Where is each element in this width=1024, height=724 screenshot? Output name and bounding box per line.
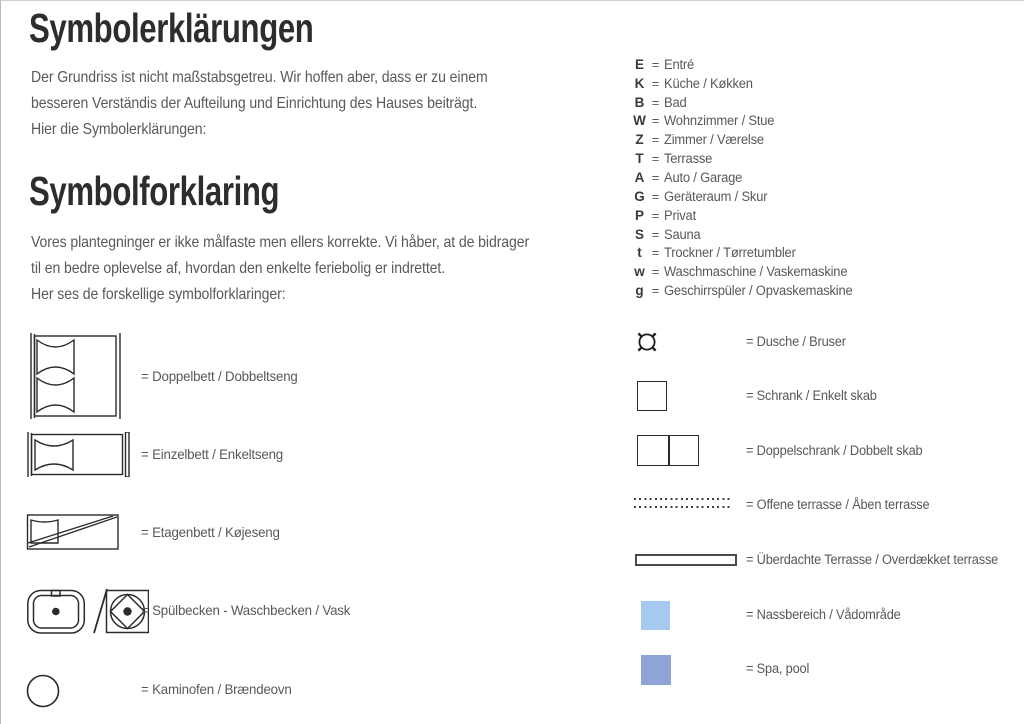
code-letter: G	[634, 188, 645, 204]
code-letter: S	[634, 226, 644, 242]
room-letter-code-list	[632, 55, 860, 300]
danish-intro-line-3: Her ses de forskellige symbolforklaringer:	[31, 286, 286, 303]
equals-sign: =	[651, 94, 660, 110]
code-letter: w	[634, 264, 645, 280]
code-letter: B	[634, 94, 645, 110]
open-terrace-icon	[634, 498, 731, 508]
code-letter: Z	[635, 132, 644, 148]
equals-sign: =	[651, 132, 660, 148]
code-letter: g	[635, 283, 644, 299]
spa-pool-swatch	[641, 655, 671, 685]
german-intro-line-1: Der Grundriss ist nicht maßstabsgetreu. Wir hoffen aber, dass er zu einem	[31, 69, 488, 86]
equals-sign: =	[651, 169, 660, 185]
shower-icon	[634, 329, 660, 355]
covered-terrace-label: = Überdachte Terrasse / Overdækket terrasse	[746, 552, 999, 567]
single-cabinet-icon	[637, 381, 667, 411]
letter-code-row	[632, 130, 860, 149]
sink-basin-icon	[27, 587, 149, 635]
double-cabinet-icon	[637, 435, 699, 466]
code-label: Geschirrspüler / Opvaskemaskine	[664, 283, 853, 299]
equals-sign: =	[651, 226, 660, 242]
equals-sign: =	[651, 264, 660, 280]
wet-area-swatch	[641, 601, 670, 630]
letter-code-row	[632, 262, 860, 281]
code-letter: W	[633, 113, 646, 129]
code-label: Trockner / Tørretumbler	[664, 245, 796, 261]
letter-code-row	[632, 225, 860, 244]
danish-intro	[31, 230, 529, 308]
code-label: Sauna	[664, 226, 701, 242]
bunk-bed-label: = Etagenbett / Køjeseng	[141, 524, 280, 540]
equals-sign: =	[651, 151, 660, 167]
letter-code-row	[632, 243, 860, 262]
equals-sign: =	[651, 245, 660, 261]
sink-basin-label: = Spülbecken - Waschbecken / Vask	[141, 602, 351, 618]
code-label: Privat	[664, 207, 696, 223]
bunk-bed-icon	[26, 513, 120, 551]
equals-sign: =	[651, 75, 660, 91]
letter-code-row	[632, 55, 860, 74]
open-terrace-label: = Offene terrasse / Åben terrasse	[746, 497, 930, 512]
letter-code-row	[632, 206, 860, 225]
single-bed-icon	[26, 432, 132, 477]
code-label: Bad	[664, 94, 687, 110]
code-letter: T	[635, 151, 644, 167]
code-letter: t	[637, 245, 642, 261]
code-letter: K	[634, 75, 645, 91]
code-label: Entré	[664, 56, 695, 72]
danish-intro-line-1: Vores plantegninger er ikke målfaste men ellers korrekte. Vi håber, at de bidrager	[31, 234, 530, 251]
code-label: Terrasse	[664, 151, 713, 167]
code-letter: A	[634, 169, 645, 185]
equals-sign: =	[651, 113, 660, 129]
danish-title: Symbolforklaring	[29, 168, 280, 214]
equals-sign: =	[651, 207, 660, 223]
wood-stove-label: = Kaminofen / Brændeovn	[141, 681, 292, 697]
code-label: Küche / Køkken	[664, 75, 753, 91]
double-cabinet-label: = Doppelschrank / Dobbelt skab	[746, 443, 923, 458]
equals-sign: =	[651, 188, 660, 204]
code-label: Waschmaschine / Vaskemaskine	[664, 264, 848, 280]
german-title: Symbolerklärungen	[29, 5, 314, 51]
wood-stove-icon	[26, 674, 60, 708]
double-bed-icon	[29, 333, 124, 419]
wet-area-label: = Nassbereich / Vådområde	[746, 607, 901, 622]
letter-code-row	[632, 281, 860, 300]
spa-pool-label: = Spa, pool	[746, 661, 810, 676]
letter-code-row	[632, 187, 860, 206]
letter-code-row	[632, 93, 860, 112]
shower-label: = Dusche / Bruser	[746, 334, 846, 349]
code-label: Zimmer / Værelse	[664, 132, 764, 148]
german-intro-line-3: Hier die Symbolerklärungen:	[31, 121, 207, 138]
code-label: Geräteraum / Skur	[664, 188, 768, 204]
letter-code-row	[632, 149, 860, 168]
danish-intro-line-2: til en bedre oplevelse af, hvordan den enkelte feriebolig er indrettet.	[31, 260, 446, 277]
equals-sign: =	[651, 56, 660, 72]
letter-code-row	[632, 168, 860, 187]
german-intro	[31, 65, 488, 143]
single-bed-label: = Einzelbett / Enkeltseng	[141, 446, 284, 462]
double-bed-label: = Doppelbett / Dobbeltseng	[141, 368, 298, 384]
code-letter: P	[634, 207, 644, 223]
german-intro-line-2: besseren Verständis der Aufteilung und Einrichtung des Hauses beiträgt.	[31, 95, 478, 112]
code-letter: E	[634, 56, 644, 72]
code-label: Auto / Garage	[664, 169, 743, 185]
cabinet-divider	[668, 436, 670, 465]
code-label: Wohnzimmer / Stue	[664, 113, 775, 129]
letter-code-row	[632, 112, 860, 131]
letter-code-row	[632, 74, 860, 93]
covered-terrace-icon	[635, 554, 737, 566]
equals-sign: =	[651, 283, 660, 299]
single-cabinet-label: = Schrank / Enkelt skab	[746, 388, 877, 403]
